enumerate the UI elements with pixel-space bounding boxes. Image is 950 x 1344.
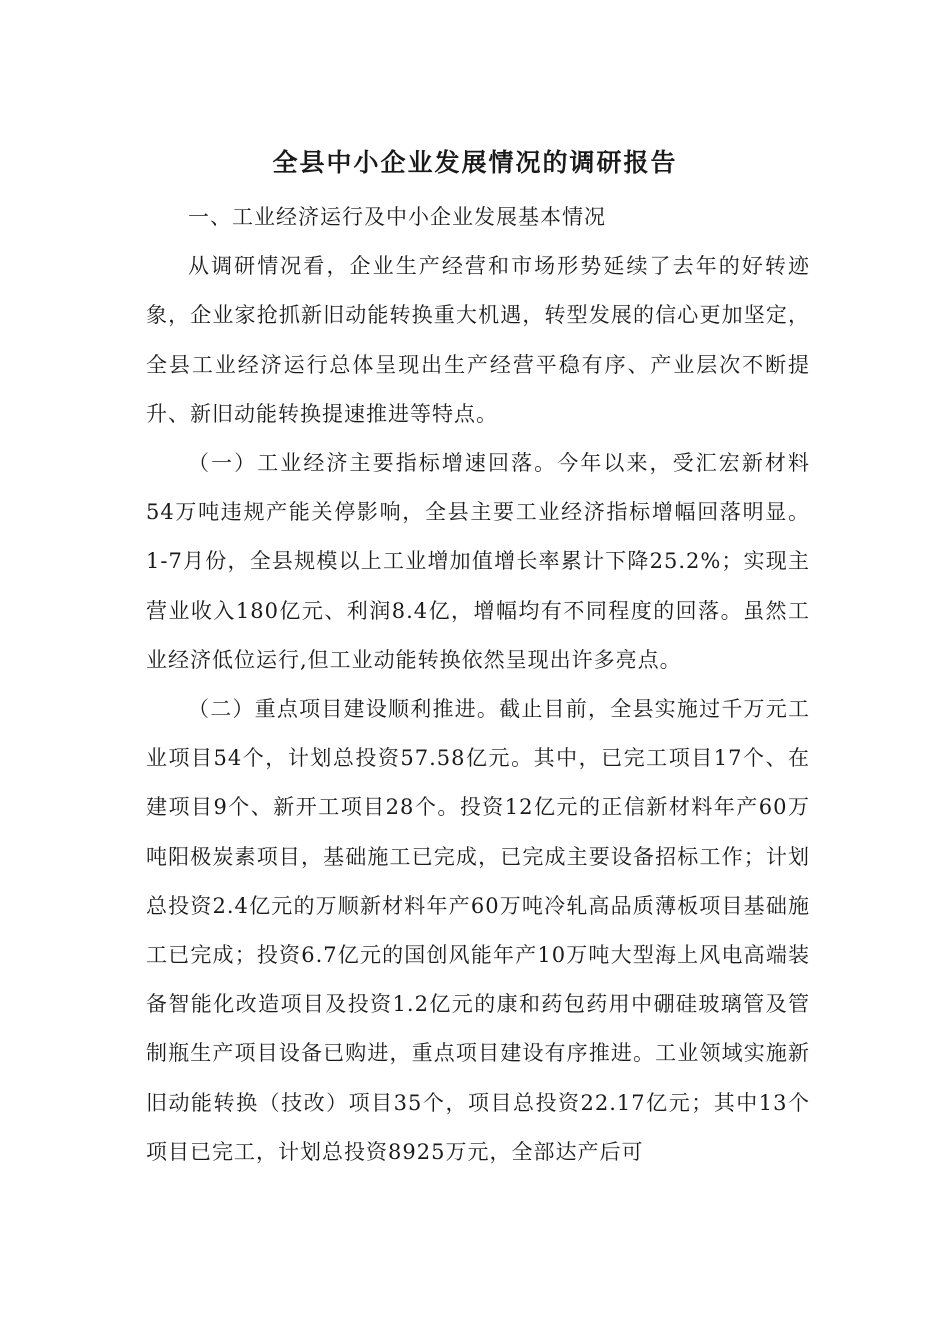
document-body <box>146 193 810 1177</box>
document-title: 全县中小企业发展情况的调研报告 <box>272 148 678 177</box>
section-heading: 一、工业经济运行及中小企业发展基本情况 <box>188 205 606 229</box>
paragraph: （二）重点项目建设顺利推进。截止目前，全县实施过千万元工业项目54个，计划总投资57.58亿元。其中，已完工项目17个、在建项目9个、新开工项目28个。投资12亿元的正信新材料年产60万吨阳极炭素项目，基础施工已完成，已完成主要设备招标工作；计划总投资2.4亿元的万顺新材料年产60万吨冷轧高品质薄板项目基础施工已完成；投资6.7亿元的国创风能年产10万吨大型海上风电高端装备智能化改造项目及投资1.2亿元的康和药包药用中硼硅玻璃管及管制瓶生产项目设备已购进，重点项目建设有序推进。工业领域实施新旧动能转换（技改）项目35个，项目总投资22.17亿元；其中13个项目已完工，计划总投资8925万元，全部达产后可 <box>146 697 810 1164</box>
paragraph: （一）工业经济主要指标增速回落。今年以来，受汇宏新材料54万吨违规产能关停影响，全县主要工业经济指标增幅回落明显。1-7月份，全县规模以上工业增加值增长率累计下降25.2%；实现主营业收入180亿元、利润8.4亿，增幅均有不同程度的回落。虽然工业经济低位运行,但工业动能转换依然呈现出许多亮点。 <box>146 451 810 672</box>
paragraph: 从调研情况看，企业生产经营和市场形势延续了去年的好转迹象，企业家抢抓新旧动能转换重大机遇，转型发展的信心更加坚定，全县工业经济运行总体呈现出生产经营平稳有序、产业层次不断提升、新旧动能转换提速推进等特点。 <box>146 254 810 426</box>
